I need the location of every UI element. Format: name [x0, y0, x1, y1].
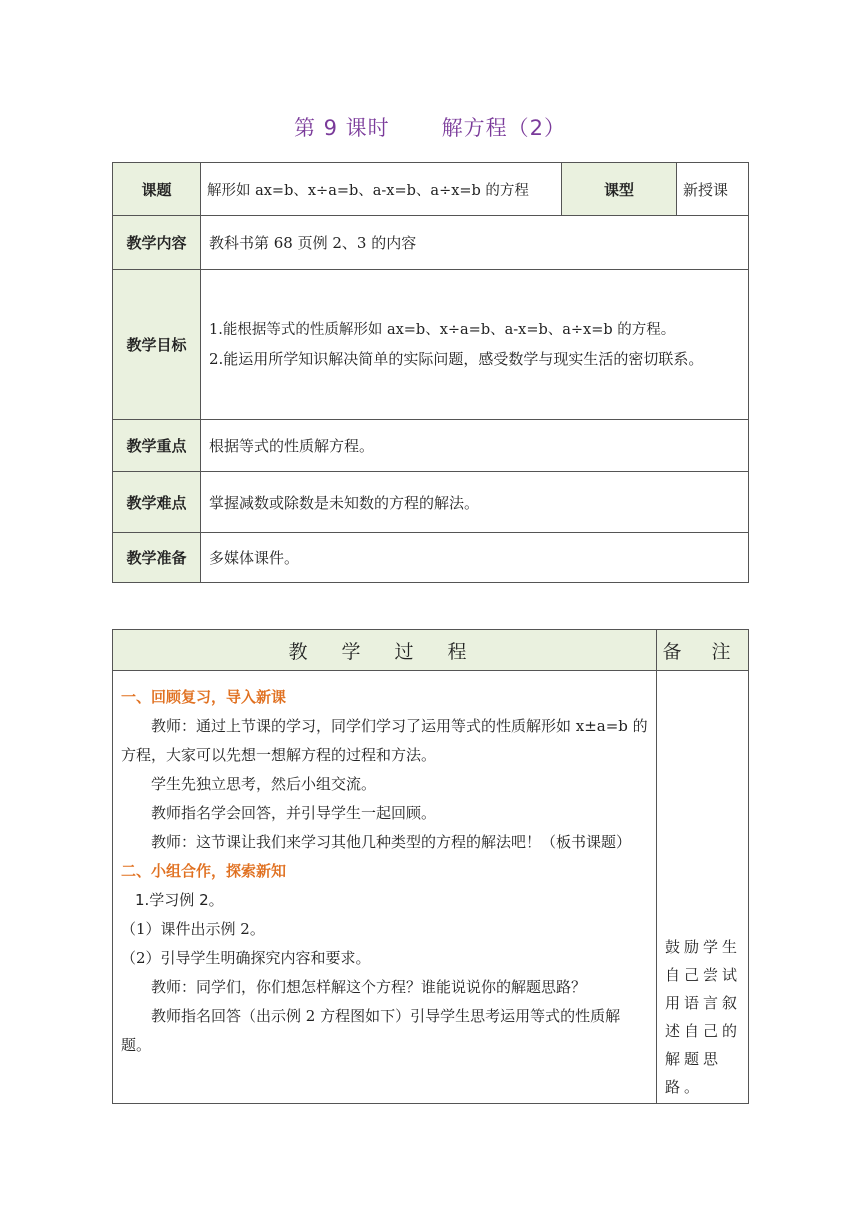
- type-value: 新授课: [677, 163, 749, 216]
- step-heading: 1.学习例 2。: [135, 891, 224, 909]
- paragraph: 教师：这节课让我们来学习其他几种类型的方程的解法吧！（板书课题）: [151, 833, 632, 851]
- step-item: （1）课件出示例 2。: [121, 920, 265, 938]
- goals-label: 教学目标: [113, 270, 201, 420]
- lesson-number: 第 9 课时: [293, 116, 390, 140]
- key-label: 教学重点: [113, 420, 201, 472]
- topic-value: 解形如 ax=b、x÷a=b、a-x=b、a÷x=b 的方程: [201, 163, 562, 216]
- lesson-info-table: [112, 162, 749, 583]
- key-value: 根据等式的性质解方程。: [201, 420, 749, 472]
- lesson-topic: 解方程（2）: [441, 116, 567, 140]
- goals-value: [201, 270, 749, 420]
- page-title: [0, 112, 860, 142]
- paragraph: 教师：通过上节课的学习，同学们学习了运用等式的性质解形如 x±a=b 的方程，大家可以先想一想解方程的过程和方法。: [121, 717, 648, 764]
- topic-label: 课题: [113, 163, 201, 216]
- difficulty-value: 掌握减数或除数是未知数的方程的解法。: [201, 472, 749, 533]
- paragraph: 学生先独立思考，然后小组交流。: [151, 775, 377, 793]
- prep-label: 教学准备: [113, 533, 201, 583]
- process-content: [113, 671, 657, 1104]
- content-value: 教科书第 68 页例 2、3 的内容: [201, 216, 749, 270]
- step-item: （2）引导学生明确探究内容和要求。: [121, 949, 371, 967]
- paragraph: 教师：同学们，你们想怎样解这个方程？谁能说说你的解题思路？: [151, 978, 587, 996]
- goal-1: 1.能根据等式的性质解形如 ax=b、x÷a=b、a-x=b、a÷x=b 的方程。: [209, 321, 676, 338]
- notes-header: 备 注: [657, 630, 749, 671]
- content-label: 教学内容: [113, 216, 201, 270]
- teaching-note: 鼓励学生自己尝试用语言叙述自己的解题思路。: [657, 671, 749, 1104]
- difficulty-label: 教学难点: [113, 472, 201, 533]
- goal-2: 2.能运用所学知识解决简单的实际问题，感受数学与现实生活的密切联系。: [209, 349, 704, 368]
- prep-value: 多媒体课件。: [201, 533, 749, 583]
- type-label: 课型: [562, 163, 677, 216]
- process-table: [112, 629, 749, 1104]
- process-header: 教 学 过 程: [113, 630, 657, 671]
- paragraph: 教师指名学会回答，并引导学生一起回顾。: [151, 804, 437, 822]
- paragraph: 教师指名回答（出示例 2 方程图如下）引导学生思考运用等式的性质解题。: [121, 1007, 621, 1054]
- section-review: 一、回顾复习，导入新课: [121, 688, 287, 706]
- section-explore: 二、小组合作，探索新知: [121, 862, 287, 880]
